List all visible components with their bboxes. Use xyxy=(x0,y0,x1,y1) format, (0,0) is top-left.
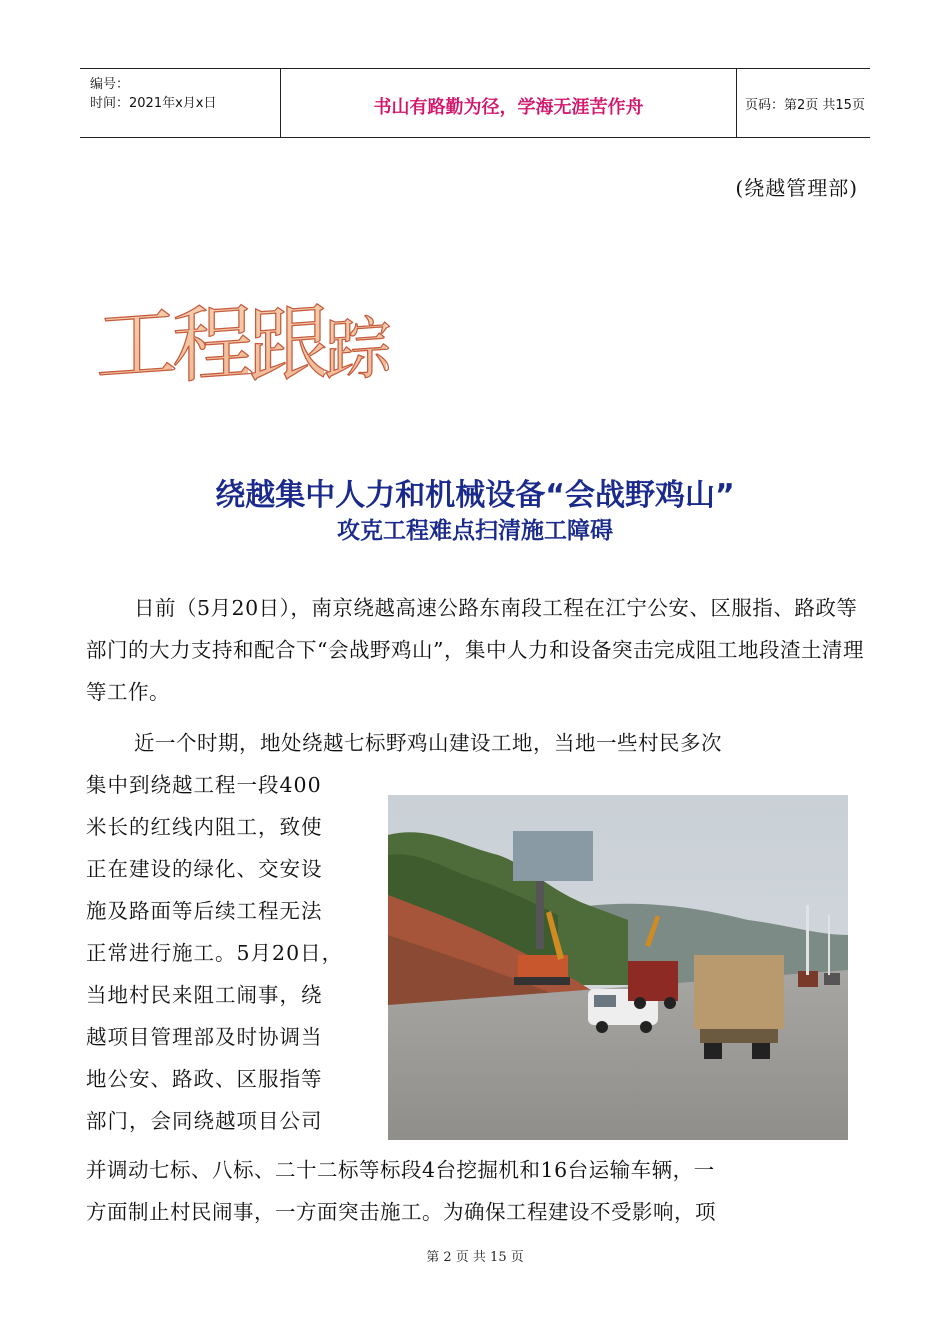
wordmark-char: 程 xyxy=(172,277,248,399)
text-line: 施及路面等后续工程无法 xyxy=(86,899,323,923)
paragraph-2-continued xyxy=(86,1149,876,1233)
wordmark-char: 工 xyxy=(96,277,172,399)
construction-site-photo xyxy=(388,795,848,1140)
text-line: 并调动七标、八标、二十二标等标段4台挖掘机和16台运输车辆，一 xyxy=(86,1158,715,1182)
article-title: 绕越集中人力和机械设备“会战野鸡山” xyxy=(215,478,735,513)
paragraph-2-wrapped-text xyxy=(86,764,386,1142)
document-number-label: 编号： xyxy=(90,77,130,92)
text-line: 集中到绕越工程一段400 xyxy=(86,773,322,797)
text-line: 越项目管理部及时协调当 xyxy=(86,1025,323,1049)
department-label: (绕越管理部) xyxy=(735,176,858,200)
article-subtitle: 攻克工程难点扫清施工障碍 xyxy=(337,518,613,544)
header-table xyxy=(80,68,870,138)
section-wordmark xyxy=(96,280,416,400)
page-footer: 第 2 页 共 15 页 xyxy=(426,1250,524,1265)
wordmark-char: 跟 xyxy=(248,277,324,399)
header-motto-cell xyxy=(280,69,737,137)
text-line: 米长的红线内阻工，致使 xyxy=(86,815,323,839)
text-line: 地公安、路政、区服指等 xyxy=(86,1067,323,1091)
paragraph-1: 日前（5月20日），南京绕越高速公路东南段工程在江宁公安、区服指、路政等部门的大力支持和配合下“会战野鸡山”，集中人力和设备突击完成阻工地段渣土清理等工作。 xyxy=(86,596,864,704)
header-page-cell xyxy=(735,69,870,137)
text-line: 方面制止村民闹事，一方面突击施工。为确保工程建设不受影响，项 xyxy=(86,1200,716,1224)
header-motto: 书山有路勤为径，学海无涯苦作舟 xyxy=(373,97,644,118)
header-info-cell xyxy=(80,69,280,137)
text-line: 部门，会同绕越项目公司 xyxy=(86,1109,323,1133)
wordmark-char: 踪 xyxy=(324,294,386,395)
text-line: 正常进行施工。5月20日， xyxy=(86,941,344,965)
document-time-label: 时间：2021年x月x日 xyxy=(90,96,217,111)
paragraph-2-first-line: 近一个时期，地处绕越七标野鸡山建设工地，当地一些村民多次 xyxy=(134,731,722,755)
text-line: 正在建设的绿化、交安设 xyxy=(86,857,323,881)
text-line: 当地村民来阻工闹事，绕 xyxy=(86,983,323,1007)
header-page-label: 页码：第2页 共15页 xyxy=(745,98,865,113)
